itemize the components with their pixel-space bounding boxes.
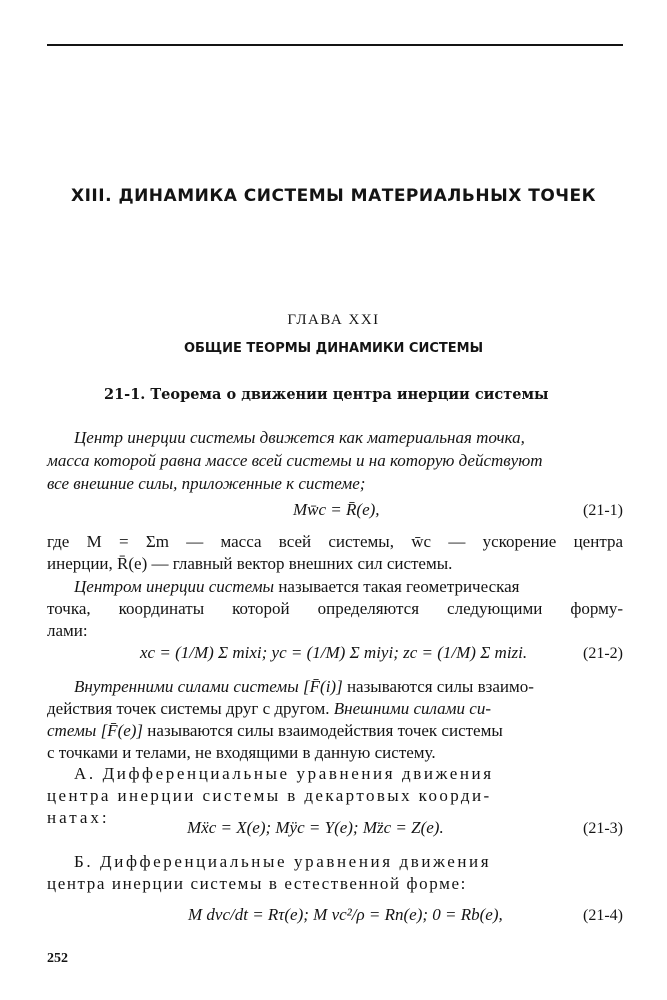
- internal-forces-line-1: [74, 677, 623, 696]
- center-definition-rest: называется такая геометрическая: [274, 577, 520, 596]
- section-title: 21-1. Теорема о движении центра инерции системы: [104, 386, 549, 403]
- page-number: 252: [47, 951, 68, 966]
- part-a-line-3: натах:: [47, 808, 110, 827]
- internal-forces-rest: называются силы взаимо-: [342, 677, 534, 696]
- where-line-1: где M = Σm — масса всей системы, w̄c — ускорение центра: [47, 532, 623, 551]
- where-line-2: инерции, R̄(e) — главный вектор внешних сил системы.: [47, 554, 453, 573]
- external-forces-term-start: Внешними силами си-: [333, 699, 491, 718]
- center-definition-term: Центром инерции системы: [74, 577, 275, 596]
- chapter-number: ГЛАВА XXI: [287, 312, 380, 328]
- equation-21-3: Mẍc = X(e); Mÿc = Y(e); Mz̈c = Z(e).: [187, 818, 444, 837]
- theorem-line-2: масса которой равна массе всей системы и на которую действуют: [47, 451, 543, 470]
- equation-21-2: xc = (1/M) Σ mixi; yc = (1/M) Σ miyi; zc = (1/M) Σ mizi.: [140, 643, 528, 662]
- external-forces-rest: называются силы взаимодействия точек системы: [143, 721, 503, 740]
- center-definition-line-3: лами:: [47, 621, 88, 640]
- part-b-line-2: центра инерции системы в естественной форме:: [47, 874, 467, 893]
- equation-number-21-2: (21-2): [583, 645, 623, 662]
- part-a-line-2: центра инерции системы в декартовых коорди-: [47, 786, 492, 805]
- center-definition-line-2: точка, координаты которой определяются следующими форму-: [47, 599, 623, 618]
- external-forces-line-3: [47, 721, 623, 740]
- theorem-line-3: все внешние силы, приложенные к системе;: [47, 474, 366, 493]
- equation-number-21-1: (21-1): [583, 502, 623, 519]
- equation-number-21-4: (21-4): [583, 907, 623, 924]
- external-forces-symbol: [F̄(e)]: [100, 721, 144, 740]
- internal-forces-line-2-text: действия точек системы друг с другом.: [47, 699, 334, 718]
- external-forces-line-4: с точками и телами, не входящими в данную систему.: [47, 743, 436, 762]
- equation-21-1: Mw̄c = R̄(e),: [293, 500, 380, 519]
- internal-forces-line-2: [47, 699, 623, 718]
- internal-forces-symbol: [F̄(i)]: [303, 677, 343, 696]
- theorem-line-1: Центр инерции системы движется как материальная точка,: [74, 428, 525, 447]
- chapter-title: ОБЩИЕ ТЕОРМЫ ДИНАМИКИ СИСТЕМЫ: [183, 341, 484, 356]
- equation-number-21-3: (21-3): [583, 820, 623, 837]
- top-rule: [47, 44, 623, 46]
- part-title: XIII. ДИНАМИКА СИСТЕМЫ МАТЕРИАЛЬНЫХ ТОЧЕК: [70, 186, 597, 206]
- center-definition-line-1: [74, 577, 623, 596]
- part-b-line-1: Б. Дифференциальные уравнения движения: [74, 852, 492, 871]
- equation-21-4: M dvc/dt = Rτ(e); M vc²/ρ = Rn(e); 0 = Rb(e),: [188, 905, 503, 924]
- external-forces-term-end: стемы: [47, 721, 97, 740]
- part-a-line-1: А. Дифференциальные уравнения движения: [74, 764, 494, 783]
- internal-forces-term: Внутренними силами системы: [74, 677, 299, 696]
